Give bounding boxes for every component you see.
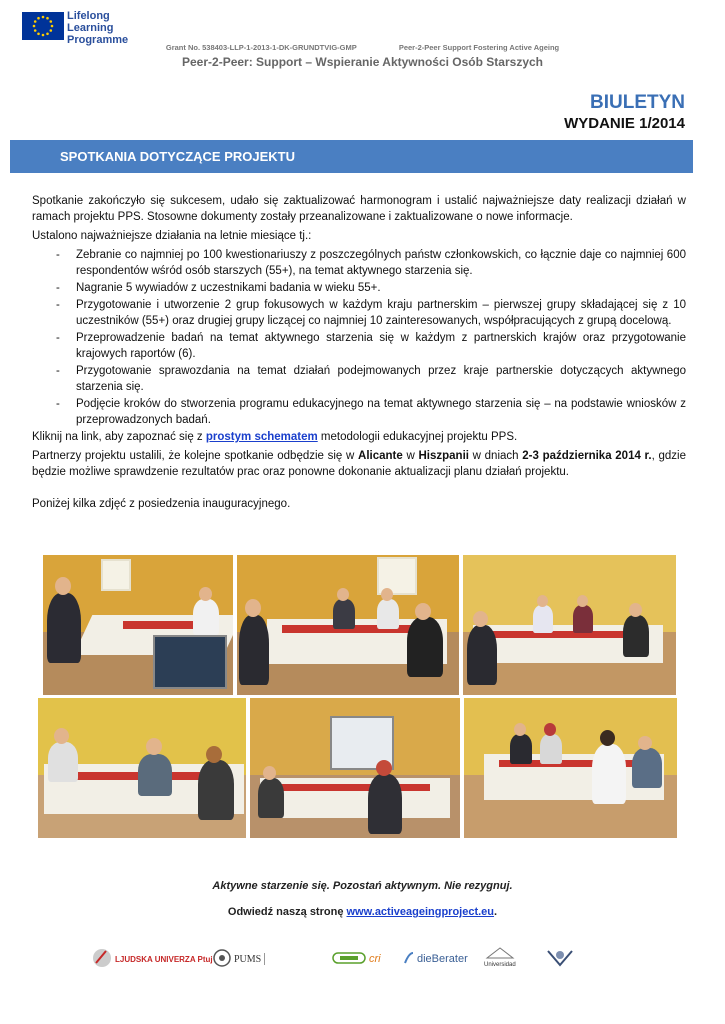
partner-name: dieBerater [417, 953, 468, 965]
project-website-link[interactable]: www.activeageingproject.eu [346, 906, 495, 918]
meeting-photo-3 [463, 555, 676, 695]
partner-name: LJUDSKA UNIVERZA Ptuj [115, 954, 213, 964]
programme-name [67, 10, 128, 46]
intro-paragraph: Spotkanie zakończyło się sukcesem, udało się zaktualizować harmonogram i ustalić najważniejsze daty realizacji działań w ramach projektu PPS. Stosowne dokumenty zostały przeanalizowane i zaktualizowane o nowe informacje. [32, 195, 686, 223]
project-subtitle: Peer-2-Peer: Support – Wspieranie Aktywności Osób Starszych [182, 55, 543, 69]
green-badge-icon [332, 951, 366, 967]
list-item: - Przygotowanie sprawozdania na temat działań podejmowanych przez kraje partnerskie dotyczących aktywnego starzenia się. [56, 365, 686, 393]
next-date: 2-3 października 2014 r. [522, 450, 652, 462]
eu-flag-logo [22, 12, 64, 40]
article-body [32, 193, 686, 515]
section-banner [10, 140, 693, 173]
partner-logo-dieberater [404, 946, 468, 972]
visit-line: Odwiedź naszą stronę www.activeageingproject.eu. [227, 906, 498, 918]
list-item: - Nagranie 5 wywiadów z uczestnikami badania w wieku 55+. [56, 282, 381, 294]
programme-line: Programme [67, 34, 129, 46]
programme-line: Learning [67, 22, 114, 34]
list-item: - Zebranie co najmniej po 100 kwestionariuszy z poszczególnych państw członkowskich, co łącznie daje co najmniej 600 respondentów wśród osób starszych (55+), na temat aktywnego starzenia się. [56, 249, 686, 277]
list-item: - Przeprowadzenie badań na temat aktywnego starzenia się w każdym z partnerskich krajów oraz przygotowanie krajowych raportów (6). [56, 332, 686, 360]
meeting-photo-4 [38, 698, 246, 838]
slogan: Aktywne starzenie się. Pozostań aktywnym. Nie rezygnuj. [212, 880, 513, 892]
eu-stars-icon [22, 12, 64, 40]
university-building-icon [485, 946, 515, 962]
section-title: SPOTKANIA DOTYCZĄCE PROJEKTU [60, 149, 295, 164]
partner-logo-cri [332, 946, 381, 972]
partner-logo-universidad [484, 946, 516, 972]
edition-label: WYDANIE 1/2014 [564, 115, 685, 132]
partner-name: Universidad [484, 962, 516, 968]
project-name-en: Peer-2-Peer Support Fostering Active Ageing [398, 43, 560, 52]
dieberater-swoosh-icon [404, 951, 414, 967]
ljudska-univerza-icon [92, 947, 112, 971]
link-paragraph: Kliknij na link, aby zapoznać się z prostym schematem metodologii edukacyjnej projektu PPS. [32, 431, 518, 443]
programme-line: Lifelong [67, 10, 110, 22]
list-item: - Podjęcie kroków do stworzenia programu edukacyjnego na temat aktywnego starzenia się – na podstawie wniosków z przeprowadzonych badań. [56, 398, 686, 426]
partner-logo-emblem [545, 946, 575, 972]
next-country: Hiszpanii [418, 450, 469, 462]
list-item: - Przygotowanie i utworzenie 2 grup fokusowych w każdym kraju partnerskim – pierwszej grupy składającej się z 10 uczestników (55+) oraz drugiej grupy liczącej co najmniej 10 zainteresowanych, współpracujących z grupą docelową. [56, 299, 686, 327]
grant-line [0, 43, 725, 52]
schema-link[interactable]: prostym schematem [205, 431, 318, 443]
partner-logo-ljudska [92, 946, 213, 972]
partner-name: cri [369, 953, 381, 965]
pums-seal-icon [213, 949, 231, 969]
meeting-photo-6 [464, 698, 677, 838]
photos-intro: Poniżej kilka zdjęć z posiedzenia inauguracyjnego. [32, 498, 291, 510]
bulletin-title: BIULETYN [590, 92, 685, 113]
partner-logo-pums [213, 946, 295, 972]
next-meeting-paragraph: Partnerzy projektu ustalili, że kolejne spotkanie odbędzie się w Alicante w Hiszpanii w dniach 2-3 października 2014 r., gdzie będzie możliwe sprawdzenie rezultatów prac oraz ponowne dokonanie aktualizacji planu działań projektu. [32, 450, 686, 478]
grant-number: Grant No. 538403-LLP-1-2013-1-DK-GRUNDTVIG-GMP [165, 43, 357, 52]
meeting-photo-5 [250, 698, 460, 838]
summer-intro: Ustalono najważniejsze działania na letnie miesiące tj.: [32, 230, 312, 242]
next-city: Alicante [358, 450, 403, 462]
emblem-icon [545, 947, 575, 971]
meeting-photo-1 [43, 555, 233, 695]
partner-name: PUMS [234, 953, 262, 965]
meeting-photo-2 [237, 555, 459, 695]
activity-list [32, 247, 686, 428]
